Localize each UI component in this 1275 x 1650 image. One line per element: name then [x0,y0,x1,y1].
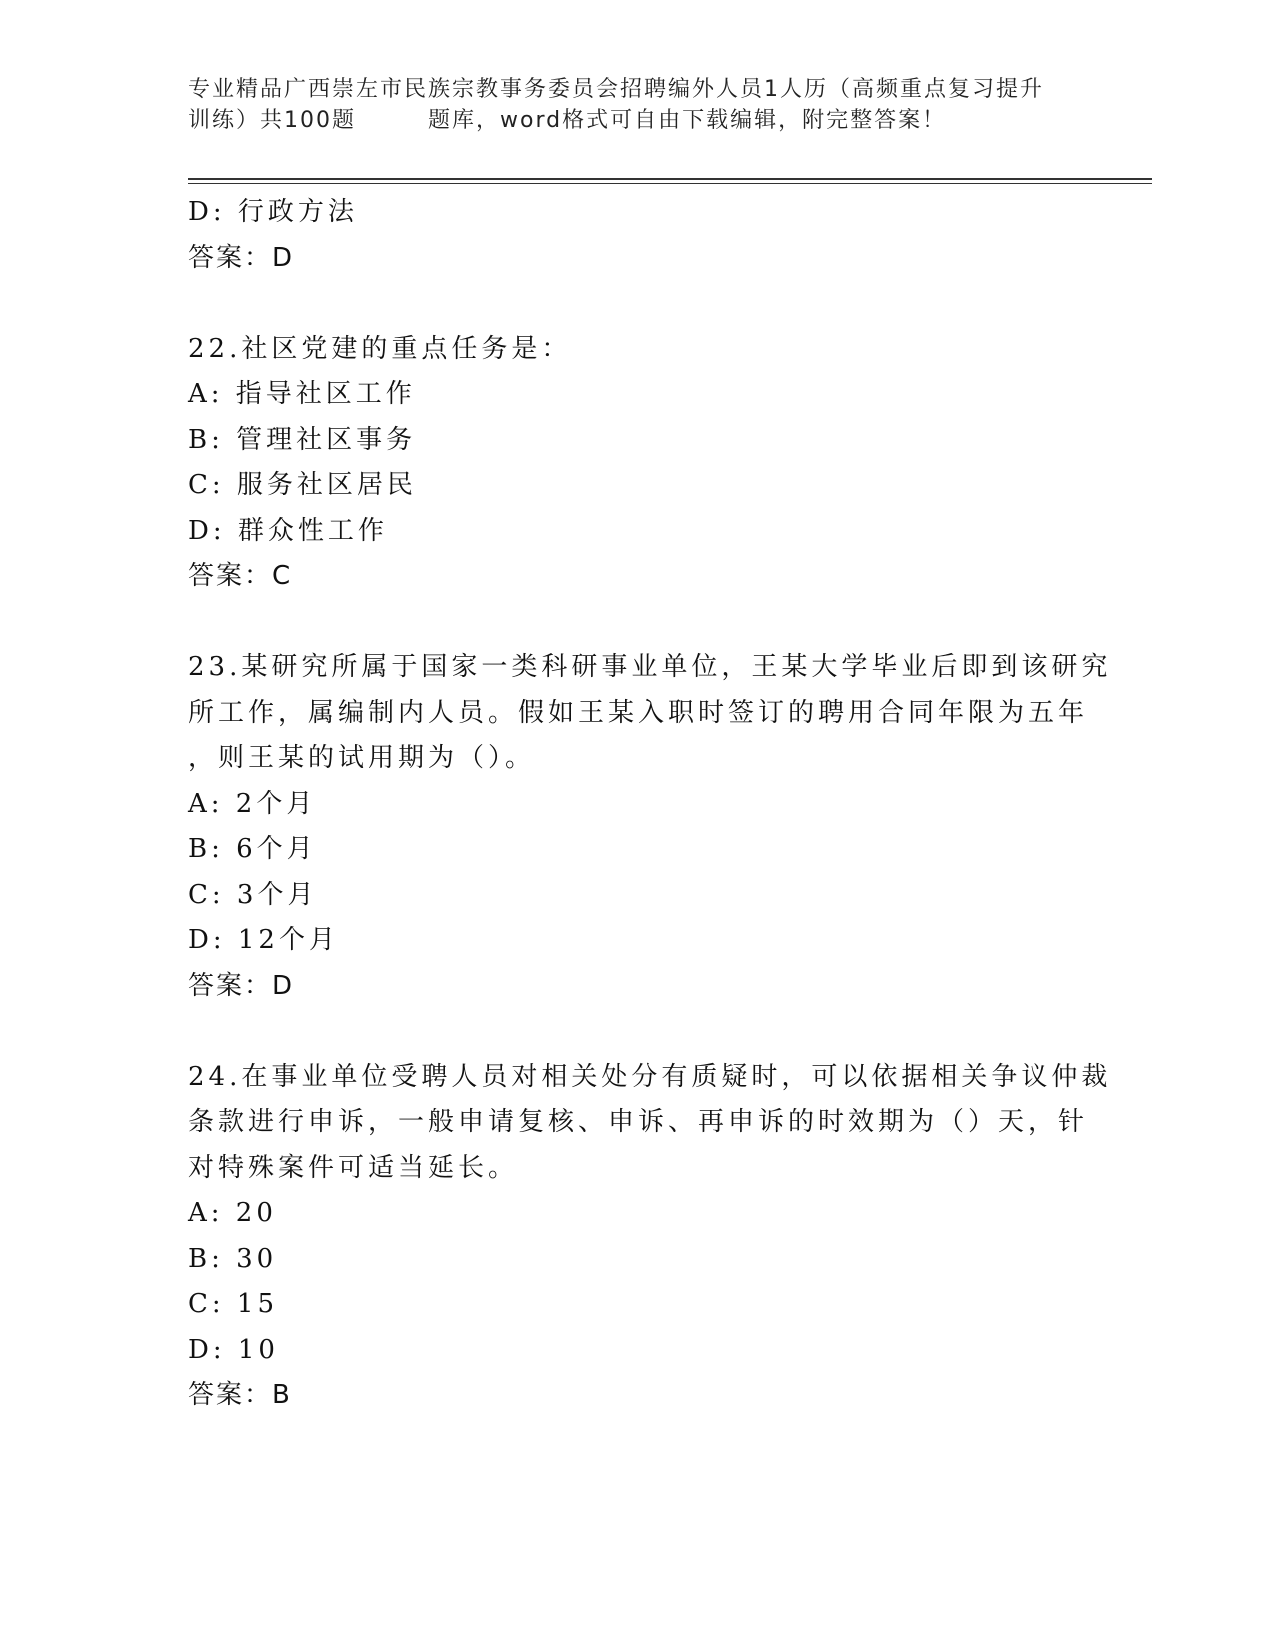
question-24-stem-line-2: 条款进行申诉，一般申请复核、申诉、再申诉的时效期为（）天，针 [188,1107,1089,1137]
question-24-option-c: C: 15 [188,1289,279,1319]
question-21-option-d: D: 行政方法 [188,197,358,227]
question-22-option-c: C: 服务社区居民 [188,470,417,500]
question-22-answer: 答案：C [188,561,293,591]
question-23-option-a: A: 2个月 [188,788,317,819]
question-24 [188,1055,1112,1419]
question-24-answer: 答案：B [188,1380,292,1410]
question-22-stem: 22.社区党建的重点任务是： [188,333,572,364]
header-title-line-2 [188,105,1088,136]
question-list [188,190,1112,1419]
question-23-answer: 答案：D [188,970,295,1001]
question-23-option-b: B: 6个月 [188,834,317,864]
question-24-option-d: D: 10 [188,1334,279,1365]
question-24-stem-line-3: 对特殊案件可适当延长。 [188,1152,519,1183]
question-23-option-d: D: 12个月 [188,925,339,955]
document-header [188,74,1088,136]
header-divider-thin [188,183,1152,184]
question-21-answer: 答案：D [188,242,295,273]
question-22-option-d: D: 群众性工作 [188,515,388,546]
question-24-option-a: A: 20 [188,1198,277,1228]
header-title-line-2a: 训练）共100题 [188,108,356,133]
question-22 [188,327,1088,600]
question-22-option-a: A: 指导社区工作 [188,379,416,409]
question-22-option-b: B: 管理社区事务 [188,424,417,455]
header-title-line-2b: 题库，word格式可自由下载编辑，附完整答案！ [428,108,947,133]
question-21-tail [188,190,1088,281]
header-divider-thick [188,178,1152,180]
question-24-stem-line-1: 24.在事业单位受聘人员对相关处分有质疑时，可以依据相关争议仲裁 [188,1061,1112,1092]
question-24-option-b: B: 30 [188,1243,278,1274]
question-23-option-c: C: 3个月 [188,879,318,910]
question-23-stem-line-1: 23.某研究所属于国家一类科研事业单位，王某大学毕业后即到该研究 [188,652,1112,682]
question-23 [188,645,1112,1009]
question-23-stem-line-3: ，则王某的试用期为（）。 [188,743,536,773]
question-23-stem-line-2: 所工作，属编制内人员。假如王某入职时签订的聘用合同年限为五年 [188,697,1089,728]
header-title-line-1: 专业精品广西崇左市民族宗教事务委员会招聘编外人员1人历（高频重点复习提升 [188,77,1044,102]
